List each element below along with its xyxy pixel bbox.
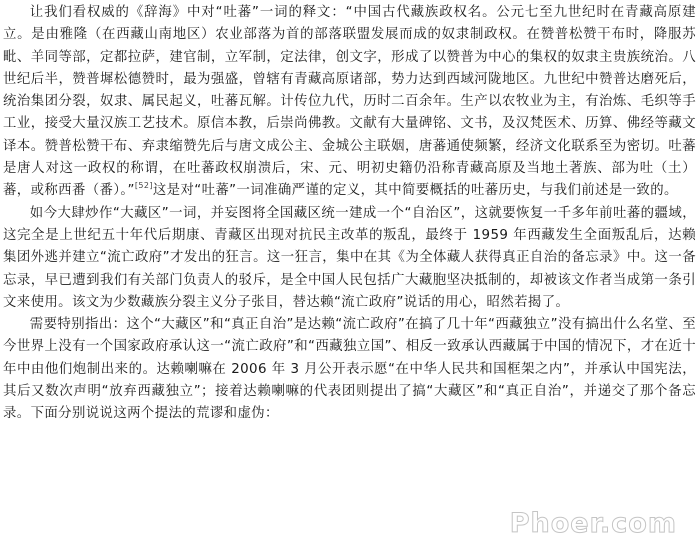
paragraph-3: 需要特别指出：这个“大藏区”和“真正自治”是达赖“流亡政府”在搞了几十年“西藏独立”没有搞出什么名堂、至今世界上没有一个国家政府承认这一“流亡政府”和“西藏独立国”、相反一致承认西藏属于中国的情况下，才在近十年中由他们炮制出来的。达赖喇嘛在 2006 年 3 月公开表示愿“在中华人民共和国框架之内”，并承认中国宪法，其后又数次声明“放弃西藏独立”；接着达赖喇嘛的代表团则提出了搞“大藏区”和“真正自治”，并递交了那个备忘录。下面分别说说这两个提法的荒谬和虚伪： <box>3 317 696 422</box>
watermark-logo: Phoer.com <box>509 508 677 539</box>
paragraph-2: 如今大肆炒作“大藏区”一词，并妄图将全国藏区统一建成一个“自治区”，这就要恢复一千多年前吐蕃的疆域，这完全是上世纪五十年代后期康、青藏区出现对抗民主改革的叛乱，最终于 1959 年西藏发生全面叛乱后，达赖集团外逃并建立“流亡政府”才发出的狂言。这一狂言，集中在其《为全体藏人获得真正自治的备忘录》中。这一备忘录，早已遭到我们有关部门负责人的驳斥，是全中国人民包括广大藏胞坚决抵制的，却被该文作者当成第一条引文来使用。该文为少数藏族分裂主义分子张目，替达赖“流亡政府”说话的用心，昭然若揭了。 <box>3 205 696 310</box>
paragraph-1 <box>3 2 696 203</box>
paragraph-1-text: 让我们看权威的《辞海》中对“吐蕃”一词的释文：“中国古代藏族政权名。公元七至九世纪时在青藏高原建立。是由雅隆（在西藏山南地区）农业部落为首的部落联盟发展而成的奴隶制政权。在赞普松赞干布时，降服苏毗、羊同等部，定都拉萨，建官制，立军制，定法律，创文字，形成了以赞普为中心的集权的奴隶主贵族统治。八世纪后半，赞普墀松德赞时，最为强盛，曾辖有青藏高原诸部，势力达到西域河陇地区。九世纪中赞普达磨死后，统治集团分裂，奴隶、属民起义，吐蕃瓦解。计传位九代，历时二百余年。生产以农牧业为主，有治炼、毛织等手工业，接受大量汉族工艺技术。原信本教，后崇尚佛教。文献有大量碑铭、文书，及汉梵医术、历算、佛经等藏文译本。赞普松赞干布、弃隶缩赞先后与唐文成公主、金城公主联姻，唐蕃通使频繁，经济文化联系至为密切。吐蕃是唐人对这一政权的称谓，在吐蕃政权崩溃后，宋、元、明初史籍仍沿称青藏高原及当地土著族、部为吐（土）蕃，或称西番（番）。” <box>3 5 696 199</box>
citation-marker: [52] <box>134 181 153 191</box>
paragraph-1-text-after: 这是对“吐蕃”一词准确严谨的定义，其中简要概括的吐蕃历史，与我们前述是一致的。 <box>152 183 678 199</box>
